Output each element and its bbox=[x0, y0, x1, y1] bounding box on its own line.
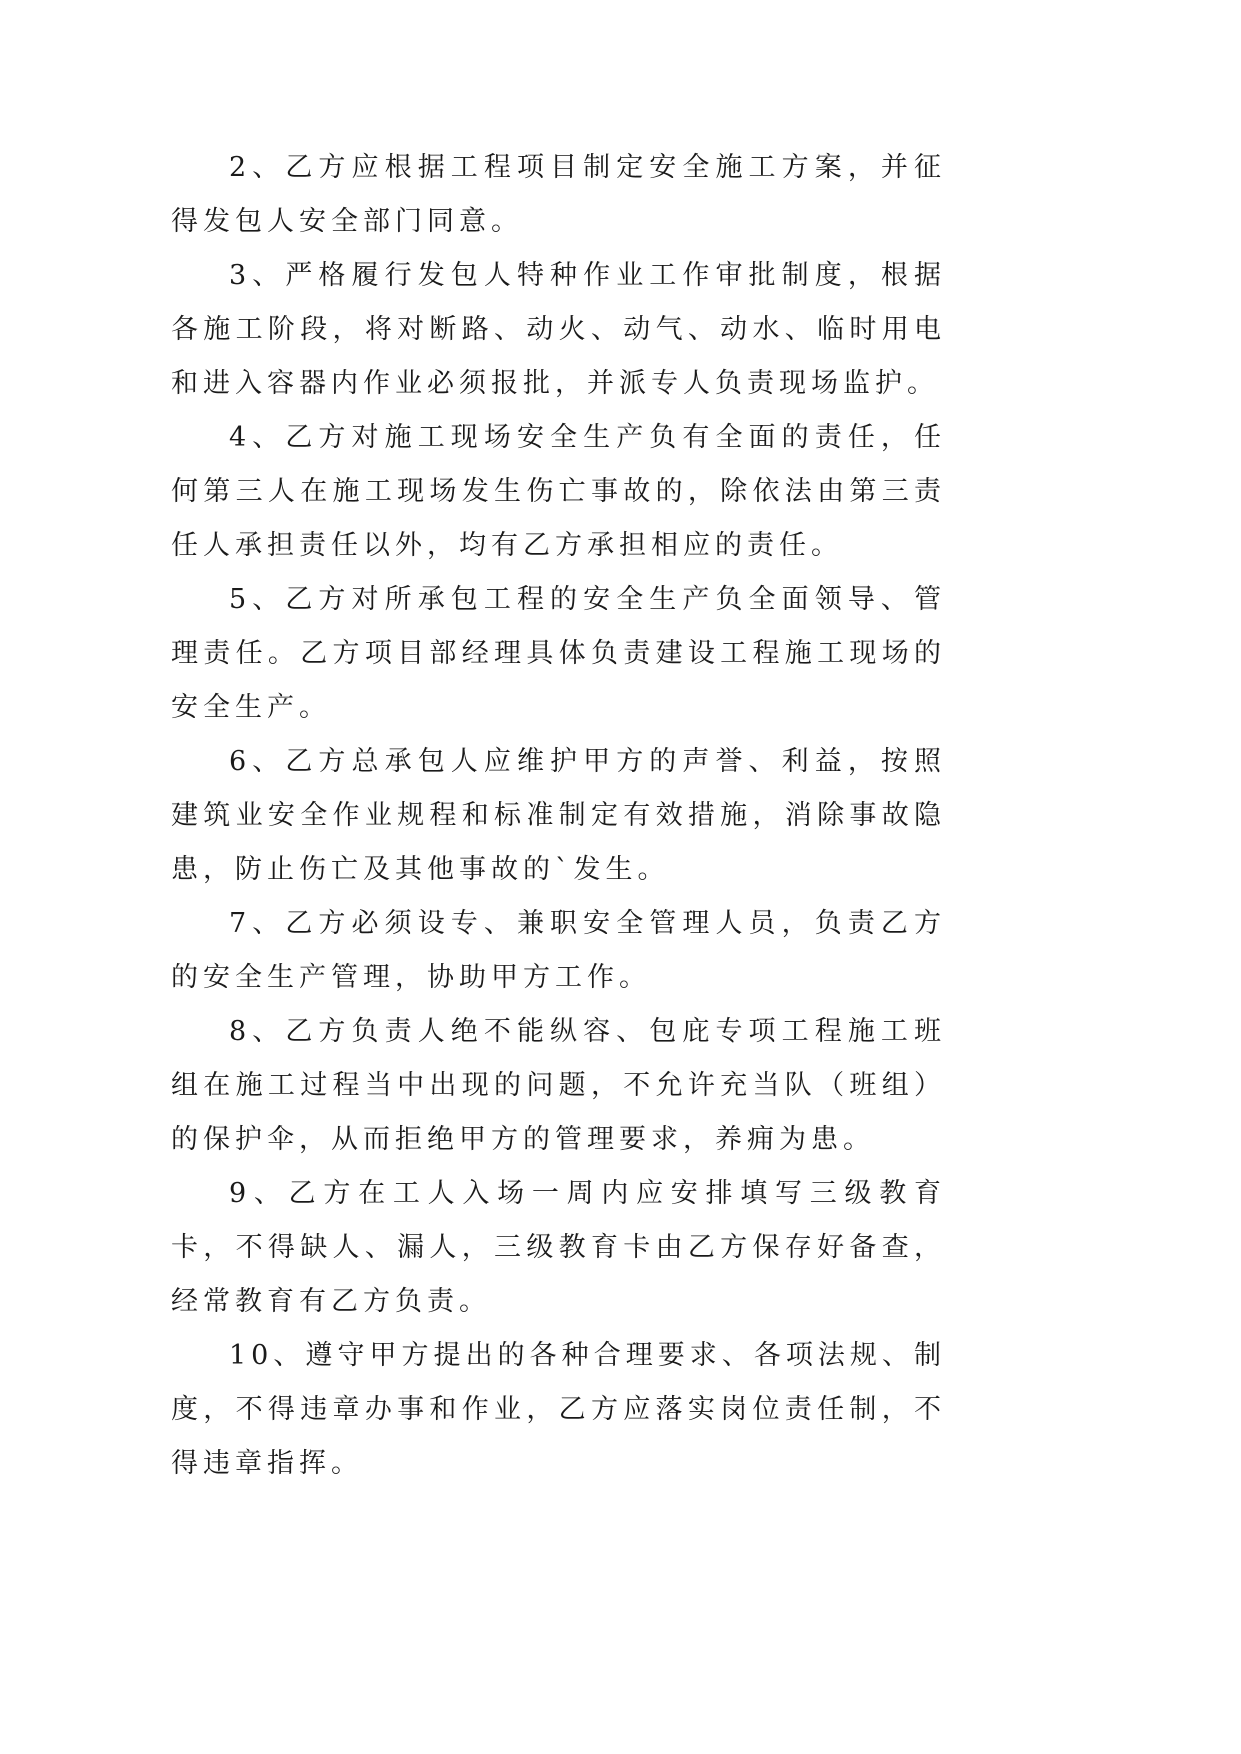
document-body bbox=[171, 141, 946, 1491]
paragraph-item-8: 8、乙方负责人绝不能纵容、包庇专项工程施工班组在施工过程当中出现的问题，不允许充当队（班组）的保护伞，从而拒绝甲方的管理要求，养痈为患。 bbox=[171, 1016, 946, 1155]
paragraph-item-9: 9、乙方在工人入场一周内应安排填写三级教育卡，不得缺人、漏人，三级教育卡由乙方保存好备查，经常教育有乙方负责。 bbox=[171, 1178, 946, 1317]
paragraph-item-7: 7、乙方必须设专、兼职安全管理人员，负责乙方的安全生产管理，协助甲方工作。 bbox=[171, 908, 946, 993]
paragraph-item-10: 10、遵守甲方提出的各种合理要求、各项法规、制度，不得违章办事和作业，乙方应落实岗位责任制，不得违章指挥。 bbox=[171, 1340, 946, 1479]
paragraph-item-3: 3、严格履行发包人特种作业工作审批制度，根据各施工阶段，将对断路、动火、动气、动水、临时用电和进入容器内作业必须报批，并派专人负责现场监护。 bbox=[171, 260, 946, 399]
paragraph-item-6: 6、乙方总承包人应维护甲方的声誉、利益，按照建筑业安全作业规程和标准制定有效措施，消除事故隐患，防止伤亡及其他事故的`发生。 bbox=[171, 746, 946, 885]
paragraph-item-4: 4、乙方对施工现场安全生产负有全面的责任，任何第三人在施工现场发生伤亡事故的，除依法由第三责任人承担责任以外，均有乙方承担相应的责任。 bbox=[171, 422, 946, 561]
paragraph-item-2: 2、乙方应根据工程项目制定安全施工方案，并征得发包人安全部门同意。 bbox=[171, 152, 946, 237]
paragraph-item-5: 5、乙方对所承包工程的安全生产负全面领导、管理责任。乙方项目部经理具体负责建设工程施工现场的安全生产。 bbox=[171, 584, 946, 723]
